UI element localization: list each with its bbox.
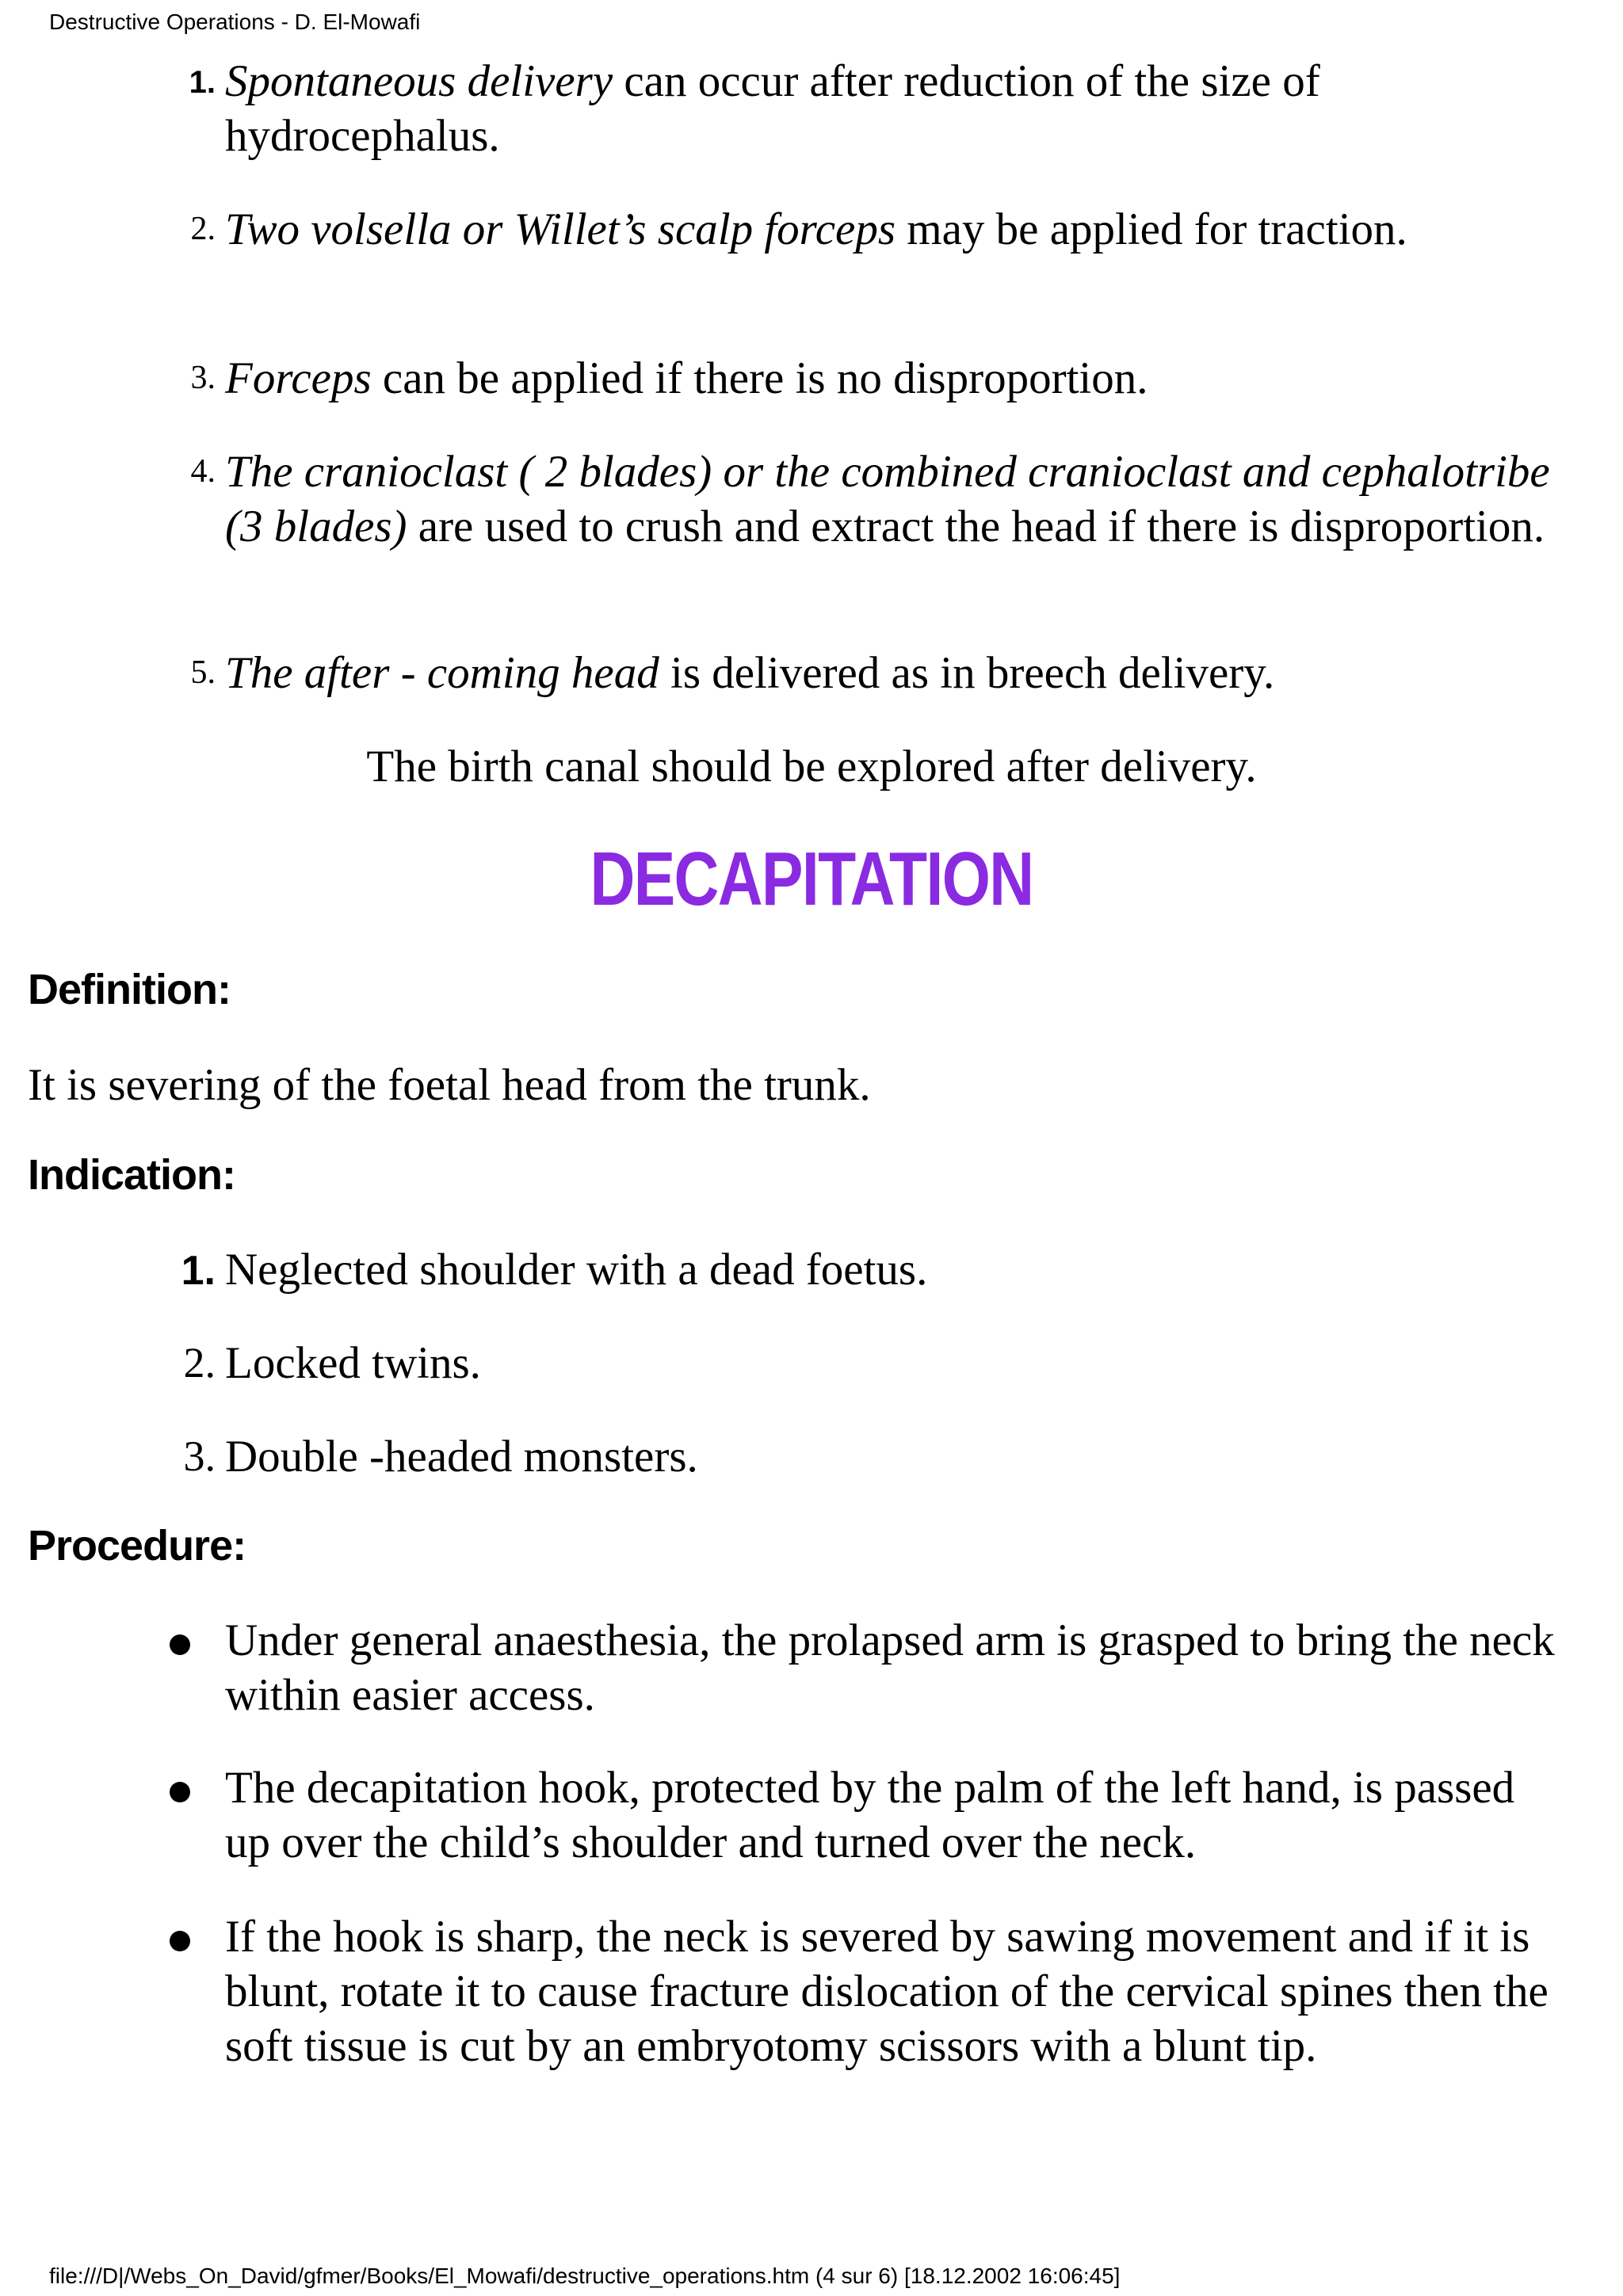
list-item-emphasis: The after - coming head — [225, 648, 659, 698]
list-item — [190, 444, 1556, 554]
procedure-step-text: The decapitation hook, protected by the palm of the left hand, is passed up over the child’s shoulder and turned over the neck. — [225, 1763, 1515, 1867]
list-item-emphasis: The cranioclast ( 2 blades) or the combined cranioclast and cephalotribe (3 blades) — [225, 447, 1550, 551]
bullet-icon — [170, 1931, 190, 1951]
list-number: 2. — [183, 1339, 216, 1386]
list-item — [190, 351, 1556, 406]
procedure-step-text: If the hook is sharp, the neck is severed by sawing movement and if it is blunt, rotate it to cause fracture dislocation of the cervical spines then the soft tissue is cut by an embryotomy scissors with a blunt tip. — [225, 1912, 1549, 2071]
list-number: 2. — [190, 211, 216, 247]
list-number: 1. — [181, 1248, 216, 1294]
list-item — [190, 202, 1556, 257]
procedure-step-text: Under general anaesthesia, the prolapsed arm is grasped to bring the neck within easier access. — [225, 1615, 1555, 1720]
list-item-text: Locked twins. — [225, 1338, 481, 1388]
list-item-emphasis: Forceps — [225, 353, 372, 403]
list-item — [183, 1429, 1556, 1484]
bullet-icon — [170, 1634, 190, 1655]
bullet-icon — [170, 1782, 190, 1802]
list-number: 3. — [190, 360, 216, 396]
list-number: 1. — [189, 65, 216, 100]
list-item-text: is delivered as in breech delivery. — [659, 648, 1275, 698]
list-number: 5. — [190, 654, 216, 691]
definition-heading: Definition: — [28, 966, 231, 1013]
procedure-step — [225, 1613, 1556, 1722]
list-item-text: Neglected shoulder with a dead foetus. — [225, 1245, 928, 1295]
list-item-text: can be applied if there is no disproportion. — [371, 353, 1148, 403]
list-item-text: Double -headed monsters. — [225, 1432, 698, 1482]
procedure-step — [225, 1760, 1556, 1870]
section-title: DECAPITATION — [590, 837, 1033, 921]
definition-text: It is severing of the foetal head from the trunk. — [28, 1060, 871, 1110]
list-item-emphasis: Two volsella or Willet’s scalp forceps — [225, 204, 896, 254]
procedure-heading: Procedure: — [28, 1522, 246, 1569]
list-item-text: may be applied for traction. — [896, 204, 1407, 254]
page-header: Destructive Operations - D. El-Mowafi — [49, 10, 421, 34]
list-item — [190, 646, 1556, 700]
list-item — [183, 1336, 1556, 1390]
closing-note: The birth canal should be explored after delivery. — [366, 742, 1257, 791]
list-item — [189, 54, 1556, 163]
indication-heading: Indication: — [28, 1151, 235, 1199]
list-item-text: are used to crush and extract the head if there is disproportion. — [407, 502, 1545, 551]
list-number: 4. — [190, 453, 216, 490]
list-item-emphasis: Spontaneous delivery — [225, 56, 613, 106]
list-item — [181, 1242, 1556, 1297]
list-item-text: can occur after reduction of the size of hydrocephalus. — [225, 56, 1320, 161]
procedure-step — [225, 1909, 1556, 2073]
list-number: 3. — [183, 1432, 216, 1480]
page-footer: file:///D|/Webs_On_David/gfmer/Books/El_Mowafi/destructive_operations.htm (4 sur 6) [18.12.2002 16:06:45] — [49, 2264, 1121, 2288]
